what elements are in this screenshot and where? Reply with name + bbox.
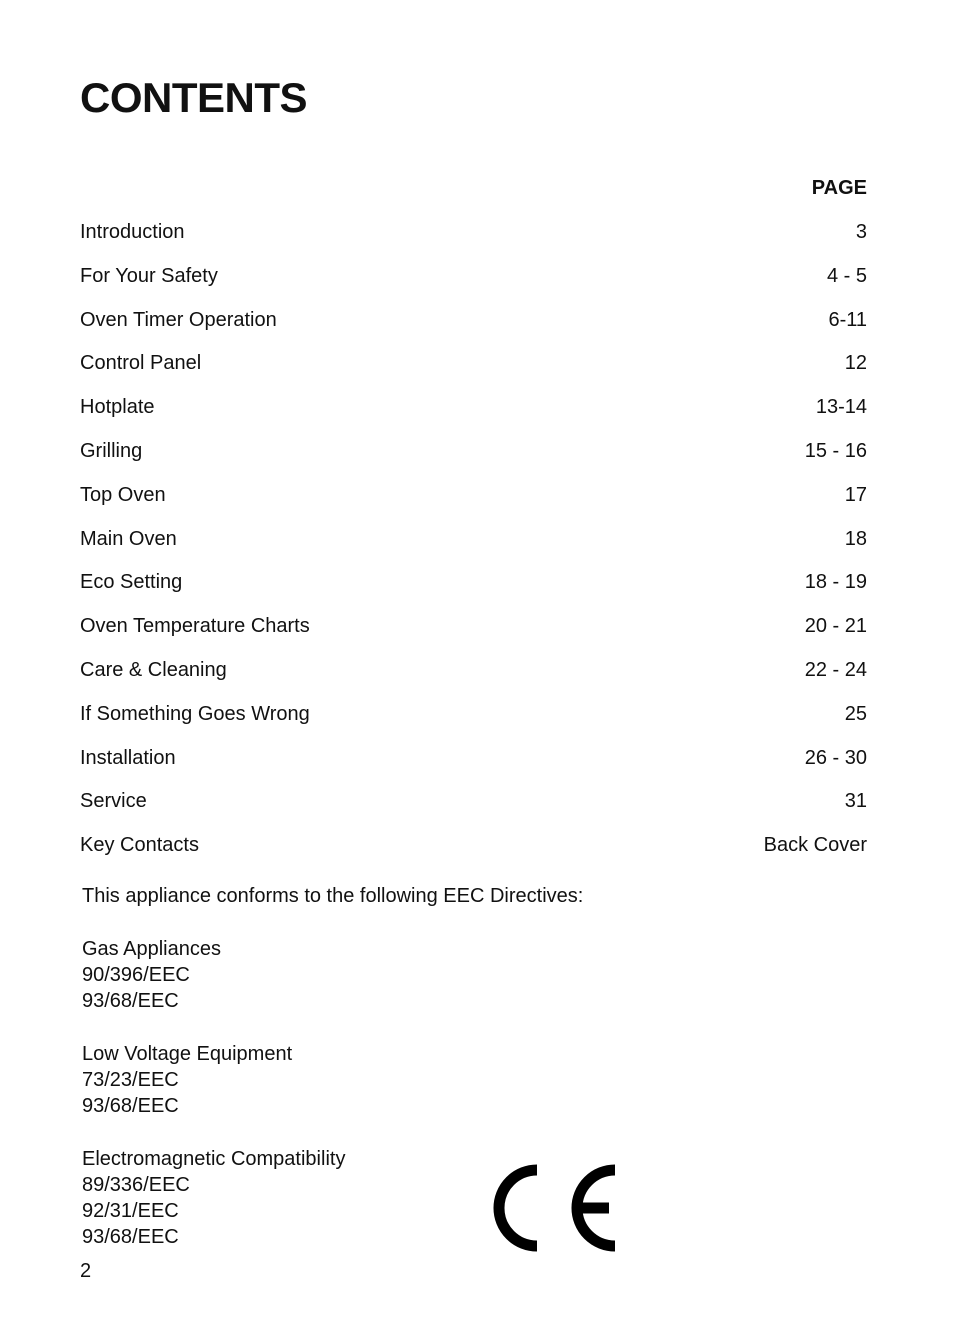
toc-row <box>80 217 867 261</box>
toc-label: Control Panel <box>80 352 202 375</box>
toc-page: 25 <box>844 702 867 725</box>
toc-label: Key Contacts <box>80 834 199 857</box>
toc-label: Service <box>80 790 147 813</box>
toc-page: 12 <box>844 352 867 375</box>
toc-label: Main Oven <box>80 527 177 550</box>
directive-code: 93/68/EEC <box>82 1226 179 1248</box>
toc-page: 20 - 21 <box>804 615 867 638</box>
directive-code: 93/68/EEC <box>82 990 179 1012</box>
toc-page: 6-11 <box>828 308 867 331</box>
toc-page: Back Cover <box>763 834 867 857</box>
toc-page: 4 - 5 <box>826 264 867 287</box>
toc-row <box>80 436 867 480</box>
toc-row <box>80 305 867 349</box>
toc-row <box>80 524 867 568</box>
toc-row <box>80 611 867 655</box>
page-number: 2 <box>80 1260 92 1282</box>
toc-page: 3 <box>855 221 867 243</box>
toc-row <box>80 786 867 830</box>
ce-mark-icon <box>487 1162 621 1254</box>
directive-code: 73/23/EEC <box>82 1069 179 1091</box>
toc-row <box>80 480 867 524</box>
toc-row <box>80 348 867 392</box>
toc-page: 18 - 19 <box>804 571 867 594</box>
directive-code: 93/68/EEC <box>82 1095 179 1117</box>
toc-label: Introduction <box>80 221 185 243</box>
page-column-header: PAGE <box>811 177 867 199</box>
directive-group-name: Low Voltage Equipment <box>82 1043 293 1065</box>
toc-page: 17 <box>844 483 867 506</box>
toc-page: 26 - 30 <box>804 746 867 769</box>
directive-code: 92/31/EEC <box>82 1200 179 1222</box>
toc-label: For Your Safety <box>80 264 218 287</box>
directive-code: 89/336/EEC <box>82 1174 190 1196</box>
toc-label: Installation <box>80 746 176 769</box>
toc-row <box>80 655 867 699</box>
page-title: CONTENTS <box>80 74 307 121</box>
toc-label: Oven Timer Operation <box>80 308 277 331</box>
directive-group-name: Gas Appliances <box>82 938 221 960</box>
directive-group <box>82 936 682 1014</box>
directives-intro: This appliance conforms to the following EEC Directives: <box>82 885 584 907</box>
toc-label: If Something Goes Wrong <box>80 702 310 725</box>
toc-row <box>80 699 867 743</box>
toc-row <box>80 261 867 305</box>
toc-page: 22 - 24 <box>804 658 867 681</box>
directive-code: 90/396/EEC <box>82 964 190 986</box>
toc-label: Top Oven <box>80 483 166 506</box>
toc-page: 13-14 <box>815 396 867 419</box>
toc-label: Grilling <box>80 439 143 462</box>
table-of-contents <box>80 217 867 874</box>
toc-label: Care & Cleaning <box>80 658 227 681</box>
toc-page: 15 - 16 <box>804 439 867 462</box>
toc-label: Eco Setting <box>80 571 183 594</box>
toc-page: 31 <box>844 790 867 813</box>
toc-row <box>80 830 867 874</box>
directive-group <box>82 1041 682 1119</box>
directive-group-name: Electromagnetic Compatibility <box>82 1148 346 1170</box>
toc-page: 18 <box>844 527 867 550</box>
toc-label: Oven Temperature Charts <box>80 615 310 638</box>
toc-row <box>80 392 867 436</box>
toc-row <box>80 567 867 611</box>
toc-row <box>80 743 867 787</box>
toc-label: Hotplate <box>80 396 155 419</box>
